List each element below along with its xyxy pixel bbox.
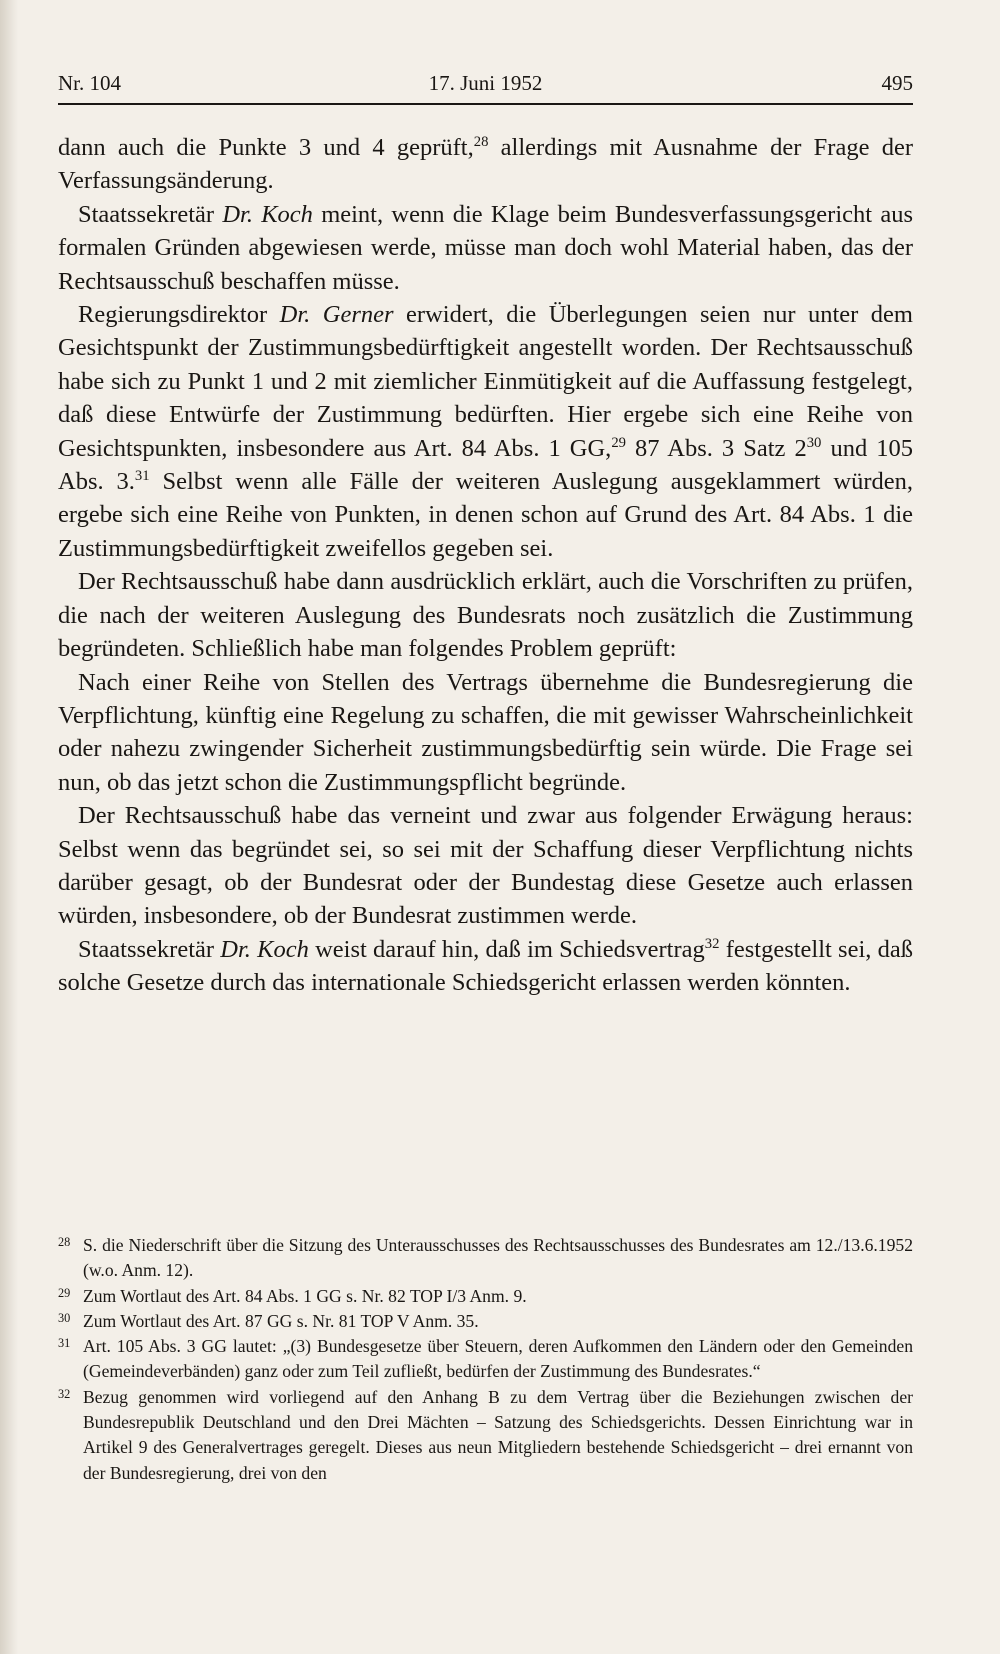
document-number: Nr. 104	[58, 71, 121, 95]
footnote-number: 30	[58, 1310, 71, 1325]
footnote	[58, 1284, 913, 1309]
footnote	[58, 1334, 913, 1385]
text-run: erwidert, die Überlegungen seien nur unter dem Gesichtspunkt der Zustimmungsbedürftigkeit angestellt worden. Der Rechtsausschuß habe sich zu Punkt 1 und 2 mit ziemlicher Einmütigkeit auf die Auffassung festgelegt, daß diese Entwürfe der Zustimmung bedürften. Hier ergebe sich eine Reihe von Gesichtspunkten, insbesondere aus Art. 84 Abs. 1 GG,	[58, 301, 913, 462]
footnote-number: 28	[58, 1235, 71, 1249]
running-header	[58, 71, 913, 103]
footnote	[58, 1385, 913, 1486]
speaker-title: Dr.	[279, 301, 311, 329]
text-run: Selbst wenn alle Fälle der weiteren Auslegung ausgeklammert würden, ergebe sich eine Reihe von Punkten, in denen schon auf Grund des Art. 84 Abs. 1 die Zustimmungsbedürftigkeit zweifellos gegeben sei.	[58, 468, 914, 562]
text-run: Regierungsdirektor	[78, 301, 280, 329]
footnote-text: Zum Wortlaut des Art. 84 Abs. 1 GG s. Nr. 82 TOP I/3 Anm. 9.	[83, 1285, 527, 1306]
speaker-title: Dr.	[220, 935, 251, 963]
footnote-text: Art. 105 Abs. 3 GG lautet: „(3) Bundesgesetze über Steuern, deren Aufkommen den Ländern oder den Gemeinden (Gemeindeverbänden) ganz oder zum Teil zufließt, bedürfen der Zustimmung des Bundesrates.“	[83, 1336, 913, 1382]
paragraph	[58, 298, 913, 565]
text-run: und 105 Abs. 3.	[58, 434, 913, 496]
paragraph: Nach einer Reihe von Stellen des Vertrags übernehme die Bundesregierung die Verpflichtung, künftig eine Regelung zu schaffen, die mit gewisser Wahrscheinlichkeit oder nahezu zwingender Sicherheit zustimmungsbedürftig sein würde. Die Frage sei nun, ob das jetzt schon die Zustimmungspflicht begründe.	[58, 668, 913, 796]
paragraph: Der Rechtsausschuß habe das verneint und zwar aus folgender Erwägung heraus: Selbst wenn das begründet sei, so sei mit der Schaffung dieser Verpflichtung nichts darüber gesagt, ob der Bundesrat oder der Bundestag diese Gesetze auch erlassen würden, insbesondere, ob der Bundesrat zustimmen werde.	[58, 802, 913, 930]
header-rule	[58, 103, 913, 105]
footnote-text: S. die Niederschrift über die Sitzung des Unterausschusses des Rechtsausschusses des Bundesrates am 12./13.6.1952 (w.o. Anm. 12).	[83, 1235, 913, 1281]
footnote-number: 29	[58, 1285, 71, 1300]
paragraph	[58, 933, 913, 1000]
text-run: meint, wenn die Klage beim Bundesverfassungsgericht aus formalen Gründen abgewiesen werde, müsse man doch wohl Material haben, das der Rechtsausschuß beschaffen müsse.	[58, 200, 913, 295]
header-date: 17. Juni 1952	[428, 71, 543, 95]
main-text	[58, 131, 913, 1000]
text-run: Staatssekretär	[78, 935, 221, 963]
text-run: 87 Abs. 3 Satz 2	[626, 434, 807, 462]
paragraph	[58, 198, 913, 298]
footnote-ref-31: 31	[134, 467, 150, 484]
paragraph	[58, 131, 913, 198]
footnote	[58, 1309, 913, 1334]
text-run: weist darauf hin, daß im Schiedsvertrag	[308, 935, 705, 963]
text-run: allerdings mit Ausnahme der Frage der Verfassungsänderung.	[58, 134, 913, 195]
text-run: Staatssekretär	[78, 200, 223, 228]
footnote-number: 32	[58, 1386, 71, 1401]
footnote-ref-30: 30	[806, 434, 822, 451]
speaker-name: Koch	[261, 200, 313, 228]
text-run: festgestellt sei, daß solche Gesetze durch das internationale Schiedsgericht erlassen werden könnten.	[58, 935, 913, 997]
footnote-ref-28: 28	[473, 133, 489, 150]
footnote-ref-29: 29	[611, 434, 626, 451]
speaker-name: Gerner	[322, 301, 394, 329]
page-edge-shadow	[0, 0, 18, 1654]
speaker-name: Koch	[257, 935, 309, 963]
paragraph: Der Rechtsausschuß habe dann ausdrücklich erklärt, auch die Vorschriften zu prüfen, die nach der weiteren Auslegung des Bundesrats noch zusätzlich die Zustimmung begründeten. Schließlich habe man folgendes Problem geprüft:	[58, 568, 913, 663]
footnote-text: Zum Wortlaut des Art. 87 GG s. Nr. 81 TOP V Anm. 35.	[83, 1310, 479, 1331]
footnote	[58, 1233, 913, 1284]
speaker-title: Dr.	[222, 200, 253, 228]
footnote-text: Bezug genommen wird vorliegend auf den Anhang B zu dem Vertrag über die Beziehungen zwischen der Bundesrepublik Deutschland und den Drei Mächten – Satzung des Schiedsgerichts. Dessen Einrichtung war in Artikel 9 des Generalvertrages geregelt. Dieses aus neun Mitgliedern bestehende Schiedsgericht – drei ernannt von der Bundesregierung, drei von den	[83, 1386, 913, 1483]
footnotes	[58, 1233, 913, 1486]
text-run: dann auch die Punkte 3 und 4 geprüft,	[58, 134, 474, 161]
footnote-number: 31	[58, 1336, 71, 1351]
page-number: 495	[881, 71, 913, 95]
footnote-ref-32: 32	[704, 935, 720, 952]
